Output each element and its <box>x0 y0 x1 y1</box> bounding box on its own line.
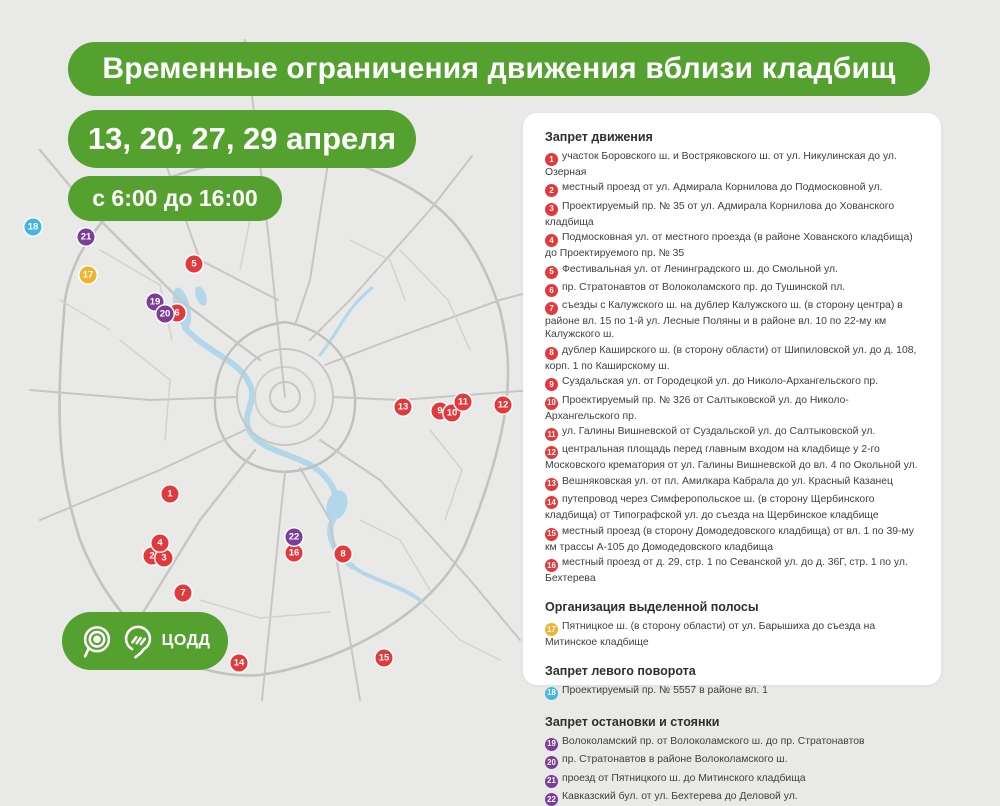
item-number-badge: 7 <box>545 302 558 315</box>
rings-pin-icon <box>80 622 114 660</box>
item-text: пр. Стратонавтов от Волоколамского пр. до Тушинской пл. <box>562 282 846 294</box>
dates-text: 13, 20, 27, 29 апреля <box>87 121 397 156</box>
item-text: дублер Каширского ш. (в сторону области) от Шипиловской ул. до д. 108, корп. 1 по Каширскому ш. <box>545 344 917 372</box>
restriction-item <box>545 443 919 472</box>
restriction-item <box>545 299 919 341</box>
item-number-badge: 11 <box>545 428 558 441</box>
map-marker-13: 13 <box>395 399 412 416</box>
panel-section <box>545 600 919 649</box>
item-text: местный проезд от ул. Адмирала Корнилова до Подмосковной ул. <box>562 182 883 194</box>
item-text: Проектируемый пр. № 5557 в районе вл. 1 <box>562 684 768 696</box>
item-text: центральная площадь перед главным входом на кладбище у 2-го Московского крематория от ул. Галины Вишневской до вл. 4 по Окольной ул. <box>545 444 918 472</box>
item-text: Фестивальная ул. от Ленинградского ш. до Смольной ул. <box>562 263 838 275</box>
item-text: ул. Галины Вишневской от Суздальской ул. до Салтыковской ул. <box>562 426 876 438</box>
restriction-item <box>545 556 919 585</box>
item-number-badge: 14 <box>545 496 558 509</box>
item-number-badge: 5 <box>545 266 558 279</box>
map-marker-21: 21 <box>78 229 95 246</box>
map-marker-7: 7 <box>175 585 192 602</box>
map-marker-14: 14 <box>231 655 248 672</box>
map-marker-15: 15 <box>376 650 393 667</box>
map-marker-5: 5 <box>186 256 203 273</box>
item-text: проезд от Пятницкого ш. до Митинского кладбища <box>562 772 806 784</box>
item-text: съезды с Калужского ш. на дублер Калужского ш. (в сторону центра) в районе вл. 15 по 1-й ул. Лесные Поляны и в районе вл. 10 по 22-му км Калужского ш. <box>545 300 903 341</box>
dashed-pin-icon <box>121 622 155 660</box>
section-title: Организация выделенной полосы <box>545 600 759 614</box>
item-number-badge: 2 <box>545 184 558 197</box>
item-number-badge: 4 <box>545 234 558 247</box>
restriction-item <box>545 281 919 297</box>
restriction-item <box>545 375 919 391</box>
restriction-item <box>545 475 919 491</box>
section-title: Запрет движения <box>545 130 653 144</box>
time-text: с 6:00 до 16:00 <box>92 185 258 211</box>
item-number-badge: 16 <box>545 559 558 572</box>
restriction-sections <box>545 130 919 806</box>
item-text: Подмосковная ул. от местного проезда (в районе Хованского кладбища) до Проектируемого пр. № 35 <box>545 232 913 260</box>
panel-section <box>545 715 919 806</box>
item-number-badge: 19 <box>545 738 558 751</box>
map-marker-11: 11 <box>455 394 472 411</box>
item-number-badge: 22 <box>545 793 558 806</box>
restriction-item <box>545 735 919 751</box>
map-marker-20: 20 <box>157 306 174 323</box>
item-number-badge: 9 <box>545 378 558 391</box>
item-text: Вешняковская ул. от пл. Амилкара Кабрала до ул. Красный Казанец <box>562 475 893 487</box>
restriction-item <box>545 344 919 373</box>
item-number-badge: 18 <box>545 687 558 700</box>
map-marker-6: 6 <box>169 305 186 322</box>
page-title-text: Временные ограничения движения вблизи кладбищ <box>102 52 896 85</box>
map-marker-8: 8 <box>335 546 352 563</box>
item-number-badge: 3 <box>545 203 558 216</box>
item-text: Кавказский бул. от ул. Бехтерева до Деловой ул. <box>562 791 798 803</box>
section-title: Запрет остановки и стоянки <box>545 714 720 729</box>
restrictions-panel <box>523 113 941 804</box>
item-number-badge: 10 <box>545 397 558 410</box>
map-marker-19: 19 <box>147 294 164 311</box>
restriction-item <box>545 200 919 229</box>
restriction-item <box>545 753 919 769</box>
map-marker-16: 16 <box>286 545 303 562</box>
restriction-item <box>545 772 919 788</box>
restriction-item <box>545 231 919 260</box>
restriction-item <box>545 394 919 423</box>
item-number-badge: 20 <box>545 756 558 769</box>
logo-text: ЦОДД <box>161 632 211 649</box>
map-marker-12: 12 <box>495 397 512 414</box>
item-number-badge: 17 <box>545 623 558 636</box>
restriction-item <box>545 790 919 806</box>
panel-section <box>545 664 919 700</box>
dates-banner <box>68 110 416 168</box>
item-number-badge: 21 <box>545 775 558 788</box>
restriction-item <box>545 525 919 554</box>
map-marker-4: 4 <box>152 535 169 552</box>
restriction-item <box>545 620 919 649</box>
item-text: местный проезд (в сторону Домодедовского кладбища) от вл. 1 по 39-му км трассы А-105 до Домодедовского кладбища <box>545 525 914 553</box>
map-marker-3: 3 <box>156 550 173 567</box>
item-text: Проектируемый пр. № 326 от Салтыковской ул. до Николо-Архангельского пр. <box>545 394 849 422</box>
item-number-badge: 13 <box>545 478 558 491</box>
map-marker-22: 22 <box>286 529 303 546</box>
item-number-badge: 8 <box>545 347 558 360</box>
restriction-item <box>545 684 919 700</box>
map-marker-17: 17 <box>80 267 97 284</box>
item-text: путепровод через Симферопольское ш. (в сторону Щербинского кладбища) от Типографской ул. до съезда на Щербинское кладбище <box>545 494 879 522</box>
map-marker-18: 18 <box>25 219 42 236</box>
page-title <box>68 42 930 96</box>
item-number-badge: 12 <box>545 446 558 459</box>
codd-logo <box>62 612 228 670</box>
restriction-item <box>545 425 919 441</box>
item-text: пр. Стратонавтов в районе Волоколамского ш. <box>562 754 788 766</box>
item-text: Суздальская ул. от Городецкой ул. до Николо-Архангельского пр. <box>562 376 879 388</box>
restriction-item <box>545 263 919 279</box>
map-marker-10: 10 <box>444 405 461 422</box>
item-number-badge: 15 <box>545 528 558 541</box>
item-number-badge: 1 <box>545 153 558 166</box>
time-banner <box>68 176 282 221</box>
map-marker-2: 2 <box>144 548 161 565</box>
section-title: Запрет левого поворота <box>545 663 696 678</box>
restriction-item <box>545 150 919 179</box>
map-marker-9: 9 <box>432 403 449 420</box>
item-text: Проектируемый пр. № 35 от ул. Адмирала Корнилова до Хованского кладбища <box>545 200 895 228</box>
item-text: Волоколамский пр. от Волоколамского ш. до пр. Стратонавтов <box>562 735 865 747</box>
item-text: Пятницкое ш. (в сторону области) от ул. Барышиха до съезда на Митинское кладбище <box>545 621 876 648</box>
item-text: местный проезд от д. 29, стр. 1 по Севанской ул. до д. 36Г, стр. 1 по ул. Бехтерева <box>545 557 908 584</box>
restriction-item <box>545 181 919 197</box>
item-text: участок Боровского ш. и Востряковского ш. от ул. Никулинская до ул. Озерная <box>545 151 897 178</box>
item-number-badge: 6 <box>545 284 558 297</box>
panel-section <box>545 130 919 585</box>
map-marker-1: 1 <box>162 486 179 503</box>
restriction-item <box>545 493 919 522</box>
